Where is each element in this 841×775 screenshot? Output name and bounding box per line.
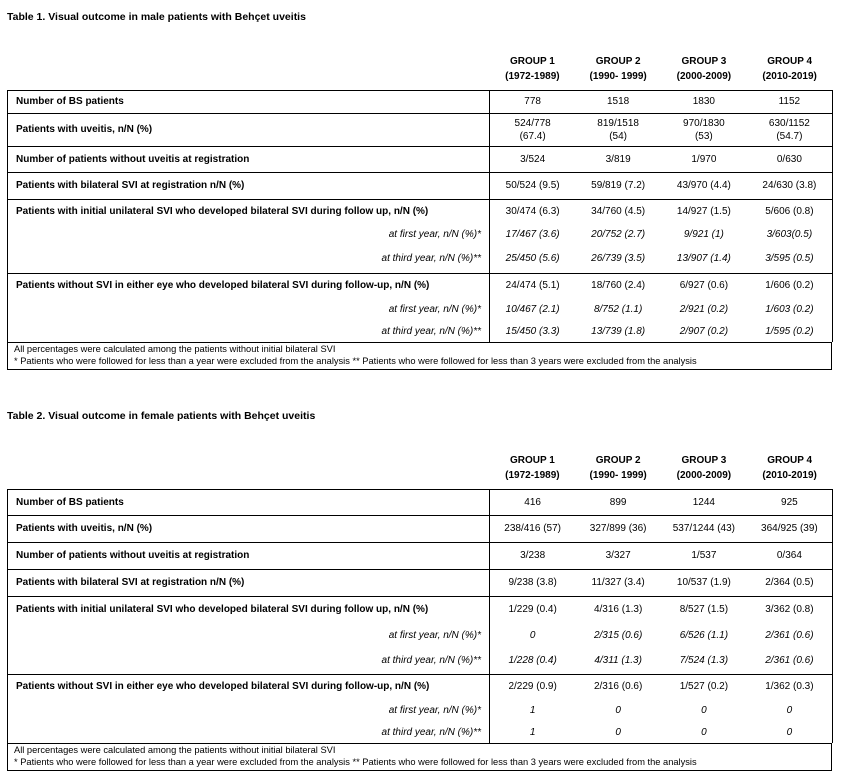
table-row: Patients with uveitis, n/N (%) 238/416 (57) 327/899 (36) 537/1244 (43) 364/925 (39) [8,515,833,542]
table-row: at third year, n/N (%)** 1 0 0 0 [8,721,833,743]
table-row: at first year, n/N (%)* 10/467 (2.1) 8/752 (1.1) 2/921 (0.2) 1/603 (0.2) [8,298,833,320]
table2-group-header: GROUP 4 (2010-2019) [762,455,817,481]
table-row: Patients with initial unilateral SVI who developed bilateral SVI during follow up, n/N (%) 30/474 (6.3) 34/760 (4.5) 14/927 (1.5) 5/606 (0.8) [8,199,833,224]
table-row: Number of patients without uveitis at registration 3/238 3/327 1/537 0/364 [8,542,833,569]
table2-group-header: GROUP 2 (1990- 1999) [589,455,647,481]
table-row: Patients without SVI in either eye who developed bilateral SVI during follow-up, n/N (%) 2/229 (0.9) 2/316 (0.6) 1/527 (0.2) 1/362 (0.3) [8,674,833,699]
table2-notes: All percentages were calculated among the patients without initial bilateral SVI * Patients who were followed for less than a year were excluded from the analysis ** Patients who were followed for less than 3 years were excluded from the analysis [7,743,832,771]
table-row: Number of BS patients 778 1518 1830 1152 [8,90,833,113]
table-row: at third year, n/N (%)** 1/228 (0.4) 4/311 (1.3) 7/524 (1.3) 2/361 (0.6) [8,647,833,674]
table2 [7,449,832,771]
table-row: Patients with bilateral SVI at registration n/N (%) 50/524 (9.5) 59/819 (7.2) 43/970 (4.4) 24/630 (3.8) [8,172,833,199]
table1-group-header: GROUP 4 (2010-2019) [762,56,817,82]
table2-group-header: GROUP 1 (1972-1989) [505,455,560,481]
table-row: Number of patients without uveitis at registration 3/524 3/819 1/970 0/630 [8,146,833,172]
table-row: at first year, n/N (%)* 17/467 (3.6) 20/752 (2.7) 9/921 (1) 3/603(0.5) [8,224,833,245]
table-row: Patients with initial unilateral SVI who developed bilateral SVI during follow up, n/N (%) 1/229 (0.4) 4/316 (1.3) 8/527 (1.5) 3/362 (0.8) [8,596,833,623]
table1-group-header: GROUP 2 (1990- 1999) [589,56,647,82]
table1-notes: All percentages were calculated among the patients without initial bilateral SVI * Patients who were followed for less than a year were excluded from the analysis ** Patients who were followed for less than 3 years were excluded from the analysis [7,342,832,370]
table1-group-header: GROUP 3 (2000-2009) [676,56,732,82]
table2-caption: Table 2. Visual outcome in female patients with Behçet uveitis [7,410,316,422]
table-row: Patients with bilateral SVI at registration n/N (%) 9/238 (3.8) 11/327 (3.4) 10/537 (1.9) 2/364 (0.5) [8,569,833,596]
table-row: at third year, n/N (%)** 25/450 (5.6) 26/739 (3.5) 13/907 (1.4) 3/595 (0.5) [8,245,833,273]
table-row: at first year, n/N (%)* 0 2/315 (0.6) 6/526 (1.1) 2/361 (0.6) [8,623,833,647]
table2-group-header: GROUP 3 (2000-2009) [676,455,732,481]
table-row: Patients without SVI in either eye who developed bilateral SVI during follow-up, n/N (%) 24/474 (5.1) 18/760 (2.4) 6/927 (0.6) 1/606 (0.2) [8,273,833,298]
table-row: Number of BS patients 416 899 1244 925 [8,489,833,515]
table1-group-header: GROUP 1 (1972-1989) [505,56,560,82]
table-row: at first year, n/N (%)* 1 0 0 0 [8,699,833,721]
table1-caption: Table 1. Visual outcome in male patients with Behçet uveitis [7,11,306,23]
table-row: Patients with uveitis, n/N (%) 524/778 (67.4) 819/1518 (54) 970/1830 (53) 630/1152 (54.7) [8,113,833,146]
table1 [7,50,832,370]
table-row: at third year, n/N (%)** 15/450 (3.3) 13/739 (1.8) 2/907 (0.2) 1/595 (0.2) [8,320,833,342]
